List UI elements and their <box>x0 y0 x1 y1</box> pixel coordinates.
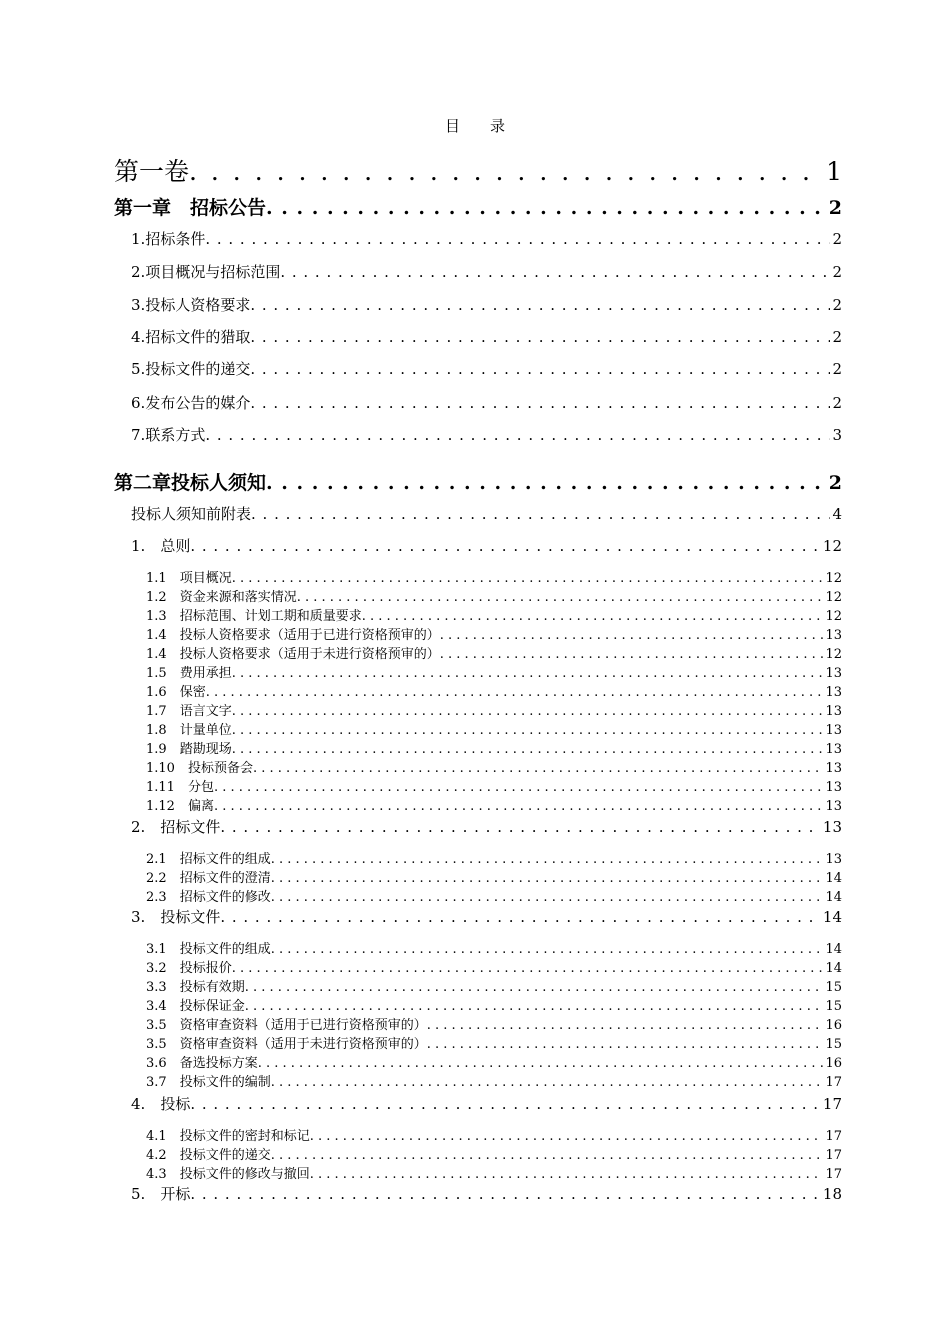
toc-entry[interactable] <box>146 738 842 756</box>
toc-entry-number: 4.3 <box>146 1167 180 1181</box>
toc-entry[interactable] <box>146 1033 842 1051</box>
toc-entry-title: 资格审查资料（适用于未进行资格预审的） <box>179 1037 427 1051</box>
toc-entry-title: 投标文件的组成 <box>179 942 271 956</box>
toc-entry-page: 17 <box>825 1167 842 1181</box>
toc-entry-title: 招标范围、计划工期和质量要求 <box>179 609 362 623</box>
toc-dot-leader <box>280 263 830 281</box>
toc-entry-title: 项目概况 <box>179 571 232 585</box>
toc-entry-title: 计量单位 <box>179 723 232 737</box>
toc-entry-page: 14 <box>825 961 842 975</box>
toc-dot-leader <box>310 1129 824 1143</box>
toc-entry-page: 13 <box>825 761 842 775</box>
toc-entry-page: 16 <box>825 1056 842 1070</box>
toc-entry-page: 13 <box>825 704 842 718</box>
toc-entry-number: 7. <box>131 426 146 444</box>
toc-entry[interactable] <box>146 605 842 623</box>
toc-entry-title: 资格审查资料（适用于已进行资格预审的） <box>179 1018 427 1032</box>
toc-entry[interactable] <box>146 957 842 975</box>
toc-entry-title: 偏离 <box>187 799 214 813</box>
toc-entry[interactable] <box>131 294 842 316</box>
toc-entry-page: 16 <box>825 1018 842 1032</box>
toc-entry-title: 保密 <box>179 685 206 699</box>
toc-entry[interactable] <box>131 261 842 283</box>
toc-dot-leader <box>232 961 824 975</box>
toc-entry-page: 13 <box>825 628 842 642</box>
toc-entry-page: 17 <box>822 1095 842 1113</box>
toc-entry-page: 2 <box>832 394 842 412</box>
toc-entry[interactable] <box>146 662 842 680</box>
toc-entry-number: 2. <box>131 263 146 281</box>
toc-dot-leader <box>271 942 824 956</box>
toc-entry-number: 3.5 <box>146 1037 180 1051</box>
toc-dot-leader <box>440 628 824 642</box>
toc-entry-page: 12 <box>822 537 842 555</box>
toc-entry-page: 13 <box>825 723 842 737</box>
toc-entry-page: 13 <box>825 685 842 699</box>
toc-entry[interactable] <box>146 976 842 994</box>
toc-entry[interactable] <box>114 193 842 221</box>
toc-entry-page: 13 <box>825 799 842 813</box>
toc-entry[interactable] <box>146 643 842 661</box>
toc-entry-number: 3.6 <box>146 1056 180 1070</box>
toc-entry-page: 15 <box>825 999 842 1013</box>
toc-entry-page: 12 <box>825 609 842 623</box>
toc-dot-leader <box>205 230 830 248</box>
toc-entry-number: 1. <box>131 230 146 248</box>
toc-entry-page: 17 <box>825 1129 842 1143</box>
toc-entry-page: 15 <box>825 1037 842 1051</box>
toc-entry-title: 投标文件的递交 <box>179 1148 271 1162</box>
toc-entry-title: 备选投标方案 <box>179 1056 258 1070</box>
toc-entry-title: 投标预备会 <box>187 761 253 775</box>
toc-entry-number: 4.2 <box>146 1148 180 1162</box>
toc-entry[interactable] <box>146 1163 842 1181</box>
toc-entry-number: 1.1 <box>146 571 180 585</box>
toc-entry-number: 3.4 <box>146 999 180 1013</box>
toc-entry-title: 总则 <box>160 537 191 555</box>
toc-dot-leader <box>440 647 824 661</box>
toc-entry-page: 2 <box>832 230 842 248</box>
toc-entry-title: 投标文件的递交 <box>145 360 251 378</box>
toc-dot-leader <box>232 666 824 680</box>
toc-dot-leader <box>271 890 824 904</box>
toc-entry[interactable] <box>146 719 842 737</box>
toc-entry[interactable] <box>146 886 842 904</box>
toc-entry[interactable] <box>146 1014 842 1032</box>
toc-entry-number: 3.2 <box>146 961 180 975</box>
toc-entry-title: 投标人须知 <box>171 472 267 494</box>
toc-entry-number: 第二章 <box>114 472 172 494</box>
toc-entry-page: 3 <box>832 426 842 444</box>
toc-entry-title: 投标保证金 <box>179 999 245 1013</box>
toc-entry-page: 14 <box>825 942 842 956</box>
toc-entry-title: 投标有效期 <box>179 980 245 994</box>
toc-entry-page: 1 <box>826 157 842 184</box>
toc-entry-page: 14 <box>822 908 842 926</box>
toc-entry-title: 招标文件的猎取 <box>145 328 251 346</box>
toc-entry-page: 18 <box>822 1185 842 1203</box>
toc-entry-title: 语言文字 <box>179 704 232 718</box>
toc-entry-page: 15 <box>825 980 842 994</box>
toc-entry[interactable] <box>114 468 842 496</box>
toc-entry-title: 分包 <box>187 780 214 794</box>
toc-dot-leader <box>271 1148 824 1162</box>
toc-entry-title: 招标公告 <box>190 197 267 219</box>
toc-entry-page: 13 <box>825 852 842 866</box>
toc-entry-number: 2.2 <box>146 871 180 885</box>
toc-entry-page: 2 <box>828 197 842 219</box>
toc-entry-page: 17 <box>825 1148 842 1162</box>
toc-entry-title: 项目概况与招标范围 <box>145 263 281 281</box>
toc-entry-page: 2 <box>832 296 842 314</box>
toc-entry[interactable] <box>146 776 842 794</box>
toc-dot-leader <box>427 1018 824 1032</box>
toc-entry[interactable] <box>146 1125 842 1143</box>
toc-entry[interactable] <box>146 586 842 604</box>
toc-entry-number: 3.5 <box>146 1018 180 1032</box>
toc-entry[interactable] <box>146 624 842 642</box>
toc-dot-leader <box>250 360 830 378</box>
toc-entry-title: 资金来源和落实情况 <box>179 590 297 604</box>
toc-entry-title: 投标文件的编制 <box>179 1075 271 1089</box>
toc-entry-title: 投标文件的密封和标记 <box>179 1129 310 1143</box>
toc-entry[interactable] <box>146 757 842 775</box>
toc-entry-page: 17 <box>825 1075 842 1089</box>
toc-entry-title: 第一卷 <box>114 157 190 184</box>
toc-entry-number: 4. <box>131 1095 161 1113</box>
toc-dot-leader <box>220 818 821 836</box>
toc-entry[interactable] <box>131 906 842 928</box>
toc-entry-page: 2 <box>832 360 842 378</box>
toc-entry-number: 4. <box>131 328 146 346</box>
toc-entry-number: 3. <box>131 908 161 926</box>
toc-entry-number: 4.1 <box>146 1129 180 1143</box>
toc-dot-leader <box>250 296 830 314</box>
toc-entry-number: 1.7 <box>146 704 180 718</box>
toc-entry-number: 1.5 <box>146 666 180 680</box>
toc-entry-number: 1.12 <box>146 799 188 813</box>
toc-dot-leader <box>253 761 823 775</box>
toc-entry[interactable] <box>146 681 842 699</box>
toc-entry-number: 3.3 <box>146 980 180 994</box>
toc-dot-leader <box>266 472 827 494</box>
toc-entry-number: 2.3 <box>146 890 180 904</box>
toc-entry-page: 2 <box>832 328 842 346</box>
toc-entry-number: 1.2 <box>146 590 180 604</box>
toc-dot-leader <box>271 1075 824 1089</box>
toc-entry-number: 1. <box>131 537 161 555</box>
toc-entry-number: 3.7 <box>146 1075 180 1089</box>
toc-entry[interactable] <box>146 700 842 718</box>
toc-entry-title: 联系方式 <box>145 426 206 444</box>
toc-entry-page: 12 <box>825 571 842 585</box>
toc-entry-title: 开标 <box>160 1185 191 1203</box>
toc-entry-page: 13 <box>825 780 842 794</box>
toc-dot-leader <box>232 742 824 756</box>
toc-entry-page: 2 <box>828 472 842 494</box>
toc-entry-title: 招标文件 <box>160 818 221 836</box>
toc-entry[interactable] <box>146 938 842 956</box>
toc-entry-page: 14 <box>825 871 842 885</box>
toc-entry-title: 招标文件的修改 <box>179 890 271 904</box>
toc-entry[interactable] <box>146 1144 842 1162</box>
toc-entry[interactable] <box>131 424 842 446</box>
toc-dot-leader <box>266 197 827 219</box>
toc-entry-title: 投标人资格要求（适用于已进行资格预审的） <box>179 628 440 642</box>
toc-dot-leader <box>245 999 824 1013</box>
toc-dot-leader <box>245 980 824 994</box>
toc-title: 目 录 <box>444 117 505 135</box>
toc-entry[interactable] <box>146 867 842 885</box>
toc-entry-number: 5. <box>131 1185 161 1203</box>
toc-entry-number: 1.8 <box>146 723 180 737</box>
toc-entry-number: 3. <box>131 296 146 314</box>
toc-entry-title: 费用承担 <box>179 666 232 680</box>
toc-dot-leader <box>190 1185 821 1203</box>
toc-dot-leader <box>214 780 823 794</box>
toc-entry[interactable] <box>131 326 842 348</box>
toc-dot-leader <box>250 328 830 346</box>
toc-entry-title: 投标报价 <box>179 961 232 975</box>
toc-dot-leader <box>232 704 824 718</box>
toc-entry-page: 14 <box>825 890 842 904</box>
toc-dot-leader <box>206 685 824 699</box>
toc-entry[interactable] <box>146 567 842 585</box>
toc-entry[interactable] <box>131 1183 842 1205</box>
toc-dot-leader <box>271 852 824 866</box>
toc-entry-number: 5. <box>131 360 146 378</box>
toc-dot-leader <box>189 157 824 184</box>
toc-entry[interactable] <box>131 535 842 557</box>
toc-entry[interactable] <box>146 1052 842 1070</box>
toc-entry-number: 1.10 <box>146 761 188 775</box>
toc-dot-leader <box>232 571 824 585</box>
toc-entry-page: 13 <box>825 742 842 756</box>
toc-entry-number: 第一章 <box>114 197 191 219</box>
toc-entry-number: 1.4 <box>146 628 180 642</box>
toc-entry[interactable] <box>131 228 842 250</box>
toc-dot-leader <box>190 1095 821 1113</box>
toc-entry-number: 1.6 <box>146 685 180 699</box>
toc-entry[interactable] <box>131 503 842 525</box>
toc-entry-page: 13 <box>822 818 842 836</box>
toc-dot-leader <box>220 908 821 926</box>
toc-dot-leader <box>190 537 821 555</box>
toc-entry[interactable] <box>131 816 842 838</box>
toc-entry-page: 2 <box>832 263 842 281</box>
toc-entry-number: 1.3 <box>146 609 180 623</box>
toc-entry-title: 招标文件的澄清 <box>179 871 271 885</box>
toc-entry-title: 招标文件的组成 <box>179 852 271 866</box>
toc-entry-number: 1.4 <box>146 647 180 661</box>
toc-entry-title: 招标条件 <box>145 230 206 248</box>
toc-dot-leader <box>427 1037 824 1051</box>
toc-entry-number: 1.11 <box>146 780 188 794</box>
toc-entry[interactable] <box>131 358 842 380</box>
toc-entry-page: 4 <box>832 505 842 523</box>
toc-entry[interactable] <box>114 152 842 184</box>
toc-entry-title: 踏勘现场 <box>179 742 232 756</box>
toc-dot-leader <box>251 505 830 523</box>
toc-entry-title: 投标人资格要求 <box>145 296 251 314</box>
toc-dot-leader <box>362 609 824 623</box>
toc-dot-leader <box>310 1167 824 1181</box>
toc-entry-number: 3.1 <box>146 942 180 956</box>
toc-entry-title: 发布公告的媒介 <box>145 394 251 412</box>
toc-entry-number: 2. <box>131 818 161 836</box>
toc-entry-page: 12 <box>825 647 842 661</box>
toc-entry-number: 2.1 <box>146 852 180 866</box>
toc-entry[interactable] <box>146 848 842 866</box>
toc-entry[interactable] <box>131 1093 842 1115</box>
toc-entry-number: 1.9 <box>146 742 180 756</box>
toc-entry-page: 12 <box>825 590 842 604</box>
toc-dot-leader <box>232 723 824 737</box>
toc-entry[interactable] <box>146 1071 842 1089</box>
toc-entry[interactable] <box>146 995 842 1013</box>
toc-entry-number: 6. <box>131 394 146 412</box>
toc-entry-title: 投标文件 <box>160 908 221 926</box>
toc-entry[interactable] <box>131 392 842 414</box>
toc-dot-leader <box>214 799 823 813</box>
toc-entry-page: 13 <box>825 666 842 680</box>
toc-dot-leader <box>258 1056 824 1070</box>
toc-dot-leader <box>271 871 824 885</box>
toc-entry-title: 投标人资格要求（适用于未进行资格预审的） <box>179 647 440 661</box>
toc-entry-title: 投标文件的修改与撤回 <box>179 1167 310 1181</box>
toc-dot-leader <box>297 590 824 604</box>
toc-entry-title: 投标人须知前附表 <box>131 505 252 523</box>
toc-dot-leader <box>205 426 830 444</box>
toc-entry[interactable] <box>146 795 842 813</box>
toc-dot-leader <box>250 394 830 412</box>
toc-entry-title: 投标 <box>160 1095 191 1113</box>
